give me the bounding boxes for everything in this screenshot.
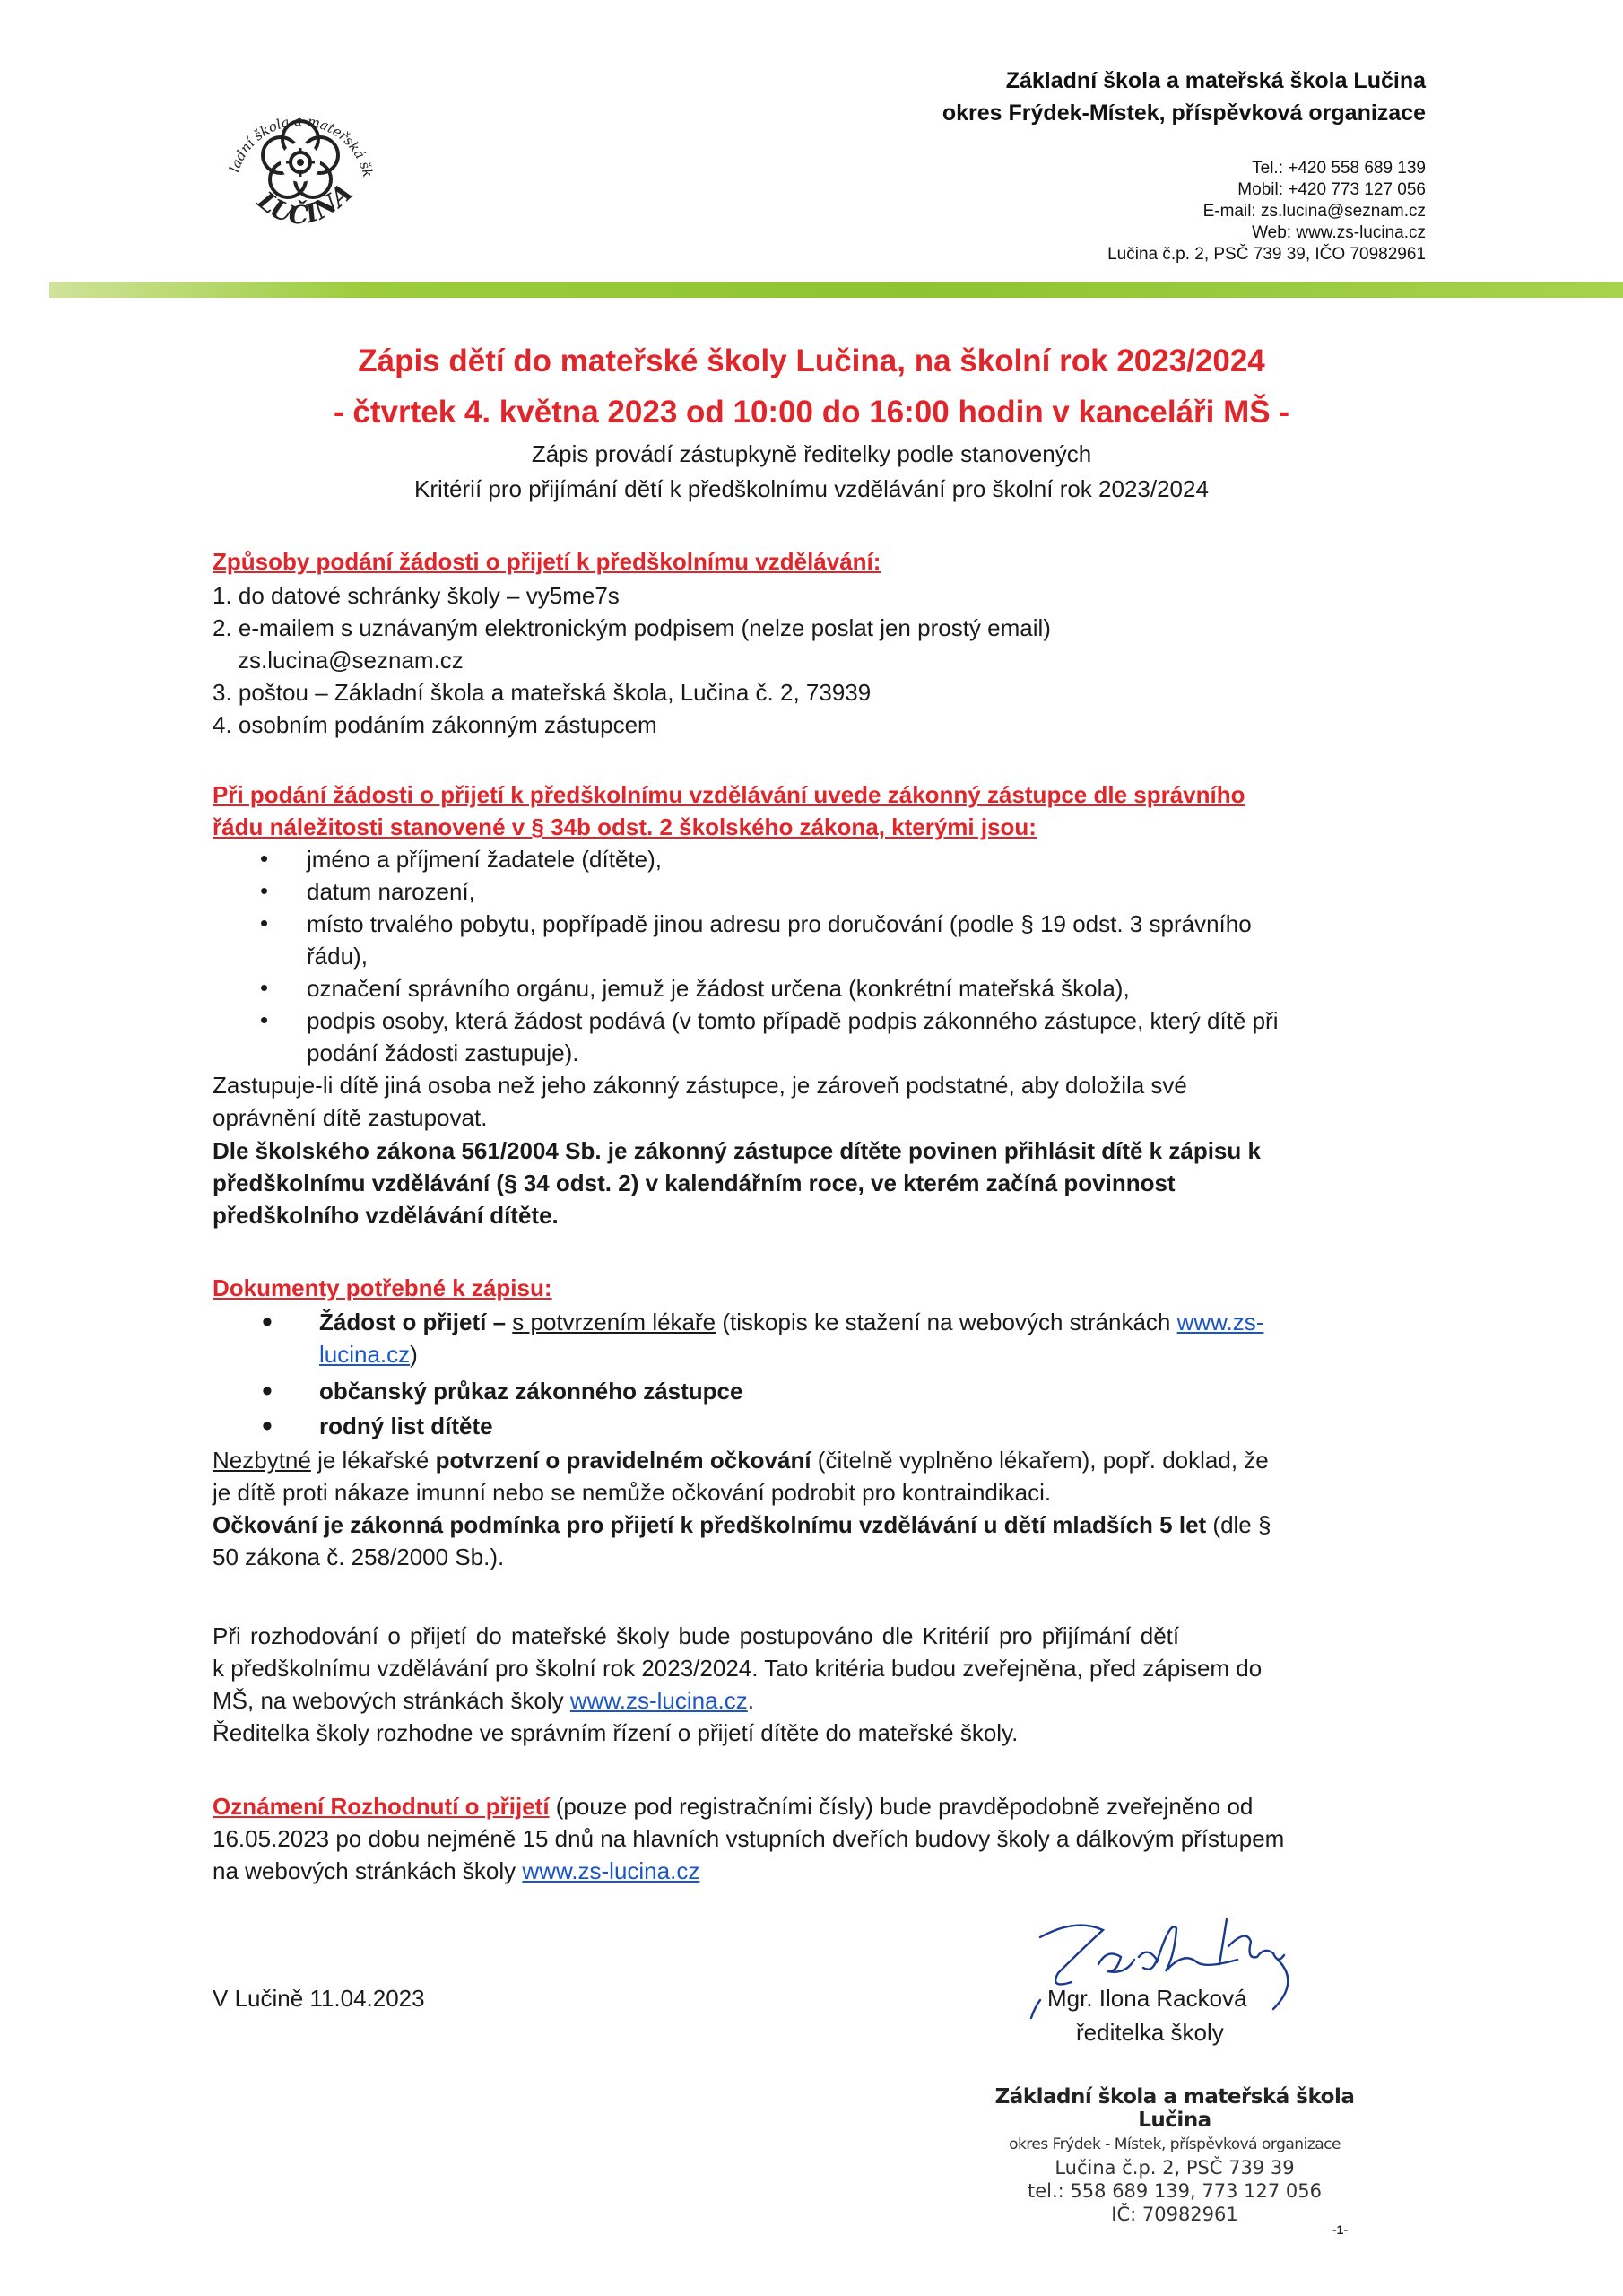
vaccination-requirement: [213, 1509, 1448, 1541]
bullet-icon: •: [262, 1305, 273, 1339]
place-date: V Lučině 11.04.2023: [213, 1985, 425, 2012]
website-link[interactable]: www.zs-lucina.cz: [522, 1857, 700, 1884]
page-number: -1-: [1332, 2222, 1349, 2237]
text: .: [747, 1687, 755, 1714]
legal-obligation: Dle školského zákona 561/2004 Sb. je zákonný zástupce dítěte povinen přihlásit dítě k zápisu k: [213, 1137, 1261, 1164]
announcement-heading: Oznámení Rozhodnutí o přijetí: [213, 1793, 550, 1820]
document-note: (tiskopis ke stažení na webových stránkách: [716, 1309, 1177, 1335]
doctor-confirmation: s potvrzením lékaře: [512, 1309, 716, 1335]
document-name: Žádost o přijetí: [319, 1309, 487, 1335]
title-subline-1: Zápis provádí zástupkyně ředitelky podle stanovených: [531, 440, 1092, 467]
document-item-id: občanský průkaz zákonného zástupce: [319, 1378, 743, 1405]
requirement-item-cont: řádu),: [307, 943, 368, 970]
announcement-para-2: 16.05.2023 po dobu nejméně 15 dnů na hlavních vstupních dveřích budovy školy a dálkovým přístupem: [213, 1825, 1285, 1852]
representation-note: Zastupuje-li dítě jiná osoba než jeho zákonný zástupce, je zároveň podstatné, aby doložila své: [213, 1072, 1187, 1099]
paren: ): [410, 1341, 418, 1368]
text: (pouze pod registračními čísly) bude pravděpodobně zveřejněno od: [549, 1793, 1254, 1820]
method-item: 1. do datové schránky školy – vy5me7s: [213, 582, 620, 609]
stamp-line: tel.: 558 689 139, 773 127 056: [1028, 2180, 1322, 2202]
stamp-line: Lučina č.p. 2, PSČ 739 39: [1055, 2157, 1295, 2179]
vaccination-requirement-2: 50 zákona č. 258/2000 Sb.).: [213, 1544, 505, 1570]
contact-tel: Tel.: +420 558 689 139: [1252, 159, 1426, 178]
vaccination-requirement-bold: Očkování je zákonná podmínka pro přijetí k předškolnímu vzdělávání u dětí mladších 5 let: [213, 1511, 1207, 1538]
decision-para-3: [213, 1684, 1448, 1717]
school-header: [942, 65, 1426, 129]
contact-block: [1107, 158, 1426, 265]
requirement-item: datum narození,: [307, 878, 475, 905]
representation-note-2: oprávnění dítě zastupovat.: [213, 1104, 488, 1131]
text: je lékařské: [310, 1447, 436, 1474]
requirement-item: místo trvalého pobytu, popřípadě jinou adresu pro doručování (podle § 19 odst. 3 správního: [307, 910, 1252, 937]
text: (dle §: [1206, 1511, 1271, 1538]
contact-address: Lučina č.p. 2, PSČ 739 39, IČO 70982961: [1107, 245, 1426, 264]
contact-web: Web: www.zs-lucina.cz: [1252, 223, 1426, 242]
stamp-line: Základní škola a mateřská škola Lučina: [994, 2085, 1355, 2132]
requirement-item-cont: podání žádosti zastupuje).: [307, 1039, 579, 1066]
decision-para: Při rozhodování o přijetí do mateřské školy bude postupováno dle Kritérií pro přijímání dětí: [213, 1622, 1180, 1649]
text: MŠ, na webových stránkách školy: [213, 1687, 570, 1714]
text: na webových stránkách školy: [213, 1857, 523, 1884]
document-item-birth-cert: rodný list dítěte: [319, 1413, 493, 1439]
method-item: 3. poštou – Základní škola a mateřská škola, Lučina č. 2, 73939: [213, 679, 872, 706]
contact-mobil: Mobil: +420 773 127 056: [1237, 180, 1426, 199]
vaccination-note: [213, 1444, 1448, 1476]
logo-text-bottom: LUČINA: [251, 177, 359, 230]
legal-obligation-3: předškolního vzdělávání dítěte.: [213, 1202, 559, 1229]
title-subline-2: Kritérií pro přijímání dětí k předškolnímu vzdělávání pro školní rok 2023/2024: [414, 475, 1209, 502]
page-title-date: - čtvrtek 4. května 2023 od 10:00 do 16:00 hodin v kanceláři MŠ -: [334, 395, 1289, 430]
website-link[interactable]: www.zs-: [1176, 1309, 1264, 1335]
school-region: okres Frýdek-Místek, příspěvková organizace: [942, 100, 1426, 126]
requirement-item: označení správního orgánu, jemuž je žádost určena (konkrétní mateřská škola),: [307, 975, 1130, 1002]
contact-email: E-mail: zs.lucina@seznam.cz: [1202, 202, 1426, 221]
decision-para-4: Ředitelka školy rozhodne ve správním řízení o přijetí dítěte do mateřské školy.: [213, 1719, 1019, 1746]
legal-obligation-2: předškolnímu vzdělávání (§ 34 odst. 2) v kalendářním roce, ve kterém začíná povinnost: [213, 1170, 1176, 1196]
method-item: 2. e-mailem s uznávaným elektronickým podpisem (nelze poslat jen prostý email): [213, 614, 1051, 641]
vaccination-confirmation: potvrzení o pravidelném očkování: [435, 1447, 812, 1474]
logo-text-top: ladní škola a mateřská šk: [226, 112, 377, 179]
section-heading-requirements-2: řádu náležitosti stanovené v § 34b odst. 2 školského zákona, kterými jsou:: [213, 813, 1037, 840]
text: (čitelně vyplněno lékařem), popř. doklad, že: [811, 1447, 1269, 1474]
section-heading-methods: Způsoby podání žádosti o přijetí k předškolnímu vzdělávání:: [213, 548, 881, 575]
announcement-para: [213, 1790, 1448, 1822]
requirement-item: podpis osoby, která žádost podává (v tomto případě podpis zákonného zástupce, který dítě při: [307, 1007, 1279, 1034]
stamp-line: okres Frýdek - Místek, příspěvková organizace: [1009, 2135, 1341, 2153]
bullet-icon: •: [262, 1374, 273, 1408]
vaccination-note-2: je dítě proti nákaze imunní nebo se nemůže očkování podrobit pro kontraindikaci.: [213, 1479, 1052, 1506]
document-item-application: [319, 1306, 1263, 1338]
school-name: Základní škola a mateřská škola Lučina: [1005, 68, 1426, 93]
requirement-item: jméno a příjmení žadatele (dítěte),: [307, 846, 662, 873]
website-link[interactable]: www.zs-lucina.cz: [569, 1687, 748, 1714]
dash: –: [486, 1309, 513, 1335]
method-item: 4. osobním podáním zákonným zástupcem: [213, 711, 657, 738]
signer-name: Mgr. Ilona Racková: [1047, 1985, 1247, 2012]
method-item-email: zs.lucina@seznam.cz: [238, 647, 464, 674]
bullet-icon: •: [260, 1006, 269, 1033]
bullet-icon: •: [260, 845, 269, 872]
signer-role: ředitelka školy: [1076, 2019, 1224, 2046]
document-item-application-cont: [319, 1338, 418, 1370]
bullet-icon: •: [260, 974, 269, 1001]
section-heading-documents: Dokumenty potřebné k zápisu:: [213, 1274, 552, 1301]
bullet-icon: •: [262, 1409, 273, 1443]
page-title: Zápis dětí do mateřské školy Lučina, na školní rok 2023/2024: [358, 344, 1265, 378]
school-logo: [211, 76, 390, 256]
school-stamp: [986, 2085, 1363, 2225]
nezbytne: Nezbytné: [213, 1447, 311, 1474]
section-heading-requirements: Při podání žádosti o přijetí k předškolnímu vzdělávání uvede zákonný zástupce dle správního: [213, 781, 1245, 808]
stamp-line: IČ: 70982961: [1111, 2204, 1238, 2225]
decision-para-2: k předškolnímu vzdělávání pro školní rok 2023/2024. Tato kritéria budou zveřejněna, před zápisem do: [213, 1655, 1263, 1682]
announcement-para-3: [213, 1855, 1448, 1887]
bullet-icon: •: [260, 877, 269, 904]
bullet-icon: •: [260, 909, 269, 936]
header-divider: [49, 282, 1623, 298]
website-link[interactable]: lucina.cz: [319, 1341, 411, 1368]
